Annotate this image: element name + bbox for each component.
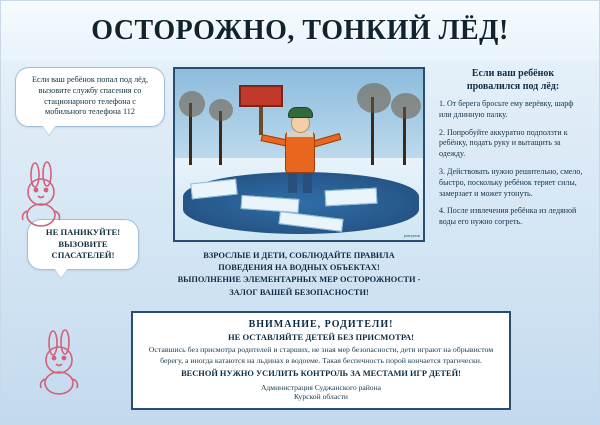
instruction-item: 2. Попробуйте аккуратно подползти к ребёнку, подать руку и вытащить за одежду. <box>439 127 568 159</box>
center-column <box>173 67 425 299</box>
admin-line-2: Курской области <box>294 392 348 402</box>
right-title-line-2: провалился под лёд: <box>466 81 560 92</box>
boy-leg-right <box>303 171 312 193</box>
bubble-tail <box>42 125 56 135</box>
boy-body <box>285 131 315 173</box>
emergency-call-text: Если ваш ребёнок попал под лёд, вызовите службу спасения со стационарного телефона с мобильного телефона 112 <box>32 75 148 117</box>
caption-line-3: ВЫПОЛНЕНИЕ ЭЛЕМЕНТАРНЫХ МЕР ОСТОРОЖНОСТИ - <box>177 275 421 285</box>
instruction-item: 4. После извлечения ребёнка из ледяной воды его нужно согреть. <box>439 206 577 227</box>
caption-line-1: ВЗРОСЛЫЕ И ДЕТИ, СОБЛЮДАЙТЕ ПРАВИЛА <box>203 251 395 260</box>
boy-hat <box>288 107 313 118</box>
page-title: ОСТОРОЖНО, ТОНКИЙ ЛЁД! <box>91 15 509 46</box>
illustration <box>173 67 425 242</box>
dont-panic-text: НЕ ПАНИКУЙТЕ! ВЫЗОВИТЕ СПАСАТЕЛЕЙ! <box>45 227 121 260</box>
attention-strong: ВЕСНОЙ НУЖНО УСИЛИТЬ КОНТРОЛЬ ЗА МЕСТАМИ ИГР ДЕТЕЙ! <box>181 369 461 379</box>
center-caption <box>173 250 425 299</box>
bunny-icon <box>29 327 91 397</box>
instruction-item: 3. Действовать нужно решительно, смело, быстро, поскольку ребёнок теряет силы, замерзает и может утонуть. <box>439 166 583 198</box>
bunny-icon <box>11 159 73 229</box>
boy-leg-left <box>288 171 297 193</box>
tree-crown <box>391 93 421 119</box>
attention-paragraph: Оставшись без присмотра родителей и старших, не зная мер безопасности, дети играют на обрывистом берегу, а иногда катаются на льдинах в водоеме. Такая беспечность порой кончается трагически. <box>148 345 494 365</box>
emergency-call-bubble <box>15 67 165 127</box>
caption-line-2: ПОВЕДЕНИЯ НА ВОДНЫХ ОБЪЕКТАХ! <box>218 263 380 273</box>
tree-crown <box>209 99 233 121</box>
right-title <box>439 67 587 93</box>
right-column <box>439 67 587 235</box>
attention-title: ВНИМАНИЕ, РОДИТЕЛИ! <box>248 319 394 330</box>
warning-sign-icon <box>239 85 283 107</box>
attention-parents-box <box>131 311 511 410</box>
admin-line-1: Администрация Суджанского района <box>260 383 382 393</box>
picture-credit: рисунок <box>404 233 420 238</box>
ice-shard <box>325 188 378 207</box>
caption-line-4: ЗАЛОГ ВАШЕЙ БЕЗОПАСНОСТИ! <box>229 287 369 297</box>
tree-crown <box>179 91 205 117</box>
right-title-line-1: Если ваш ребёнок <box>471 68 555 79</box>
bubble-tail <box>54 268 68 278</box>
instruction-item: 1. От берега бросьте ему верёвку, шарф или длинную палку. <box>439 99 574 119</box>
tree-crown <box>357 83 391 113</box>
attention-subtitle: НЕ ОСТАВЛЯЙТЕ ДЕТЕЙ БЕЗ ПРИСМОТРА! <box>227 332 415 342</box>
